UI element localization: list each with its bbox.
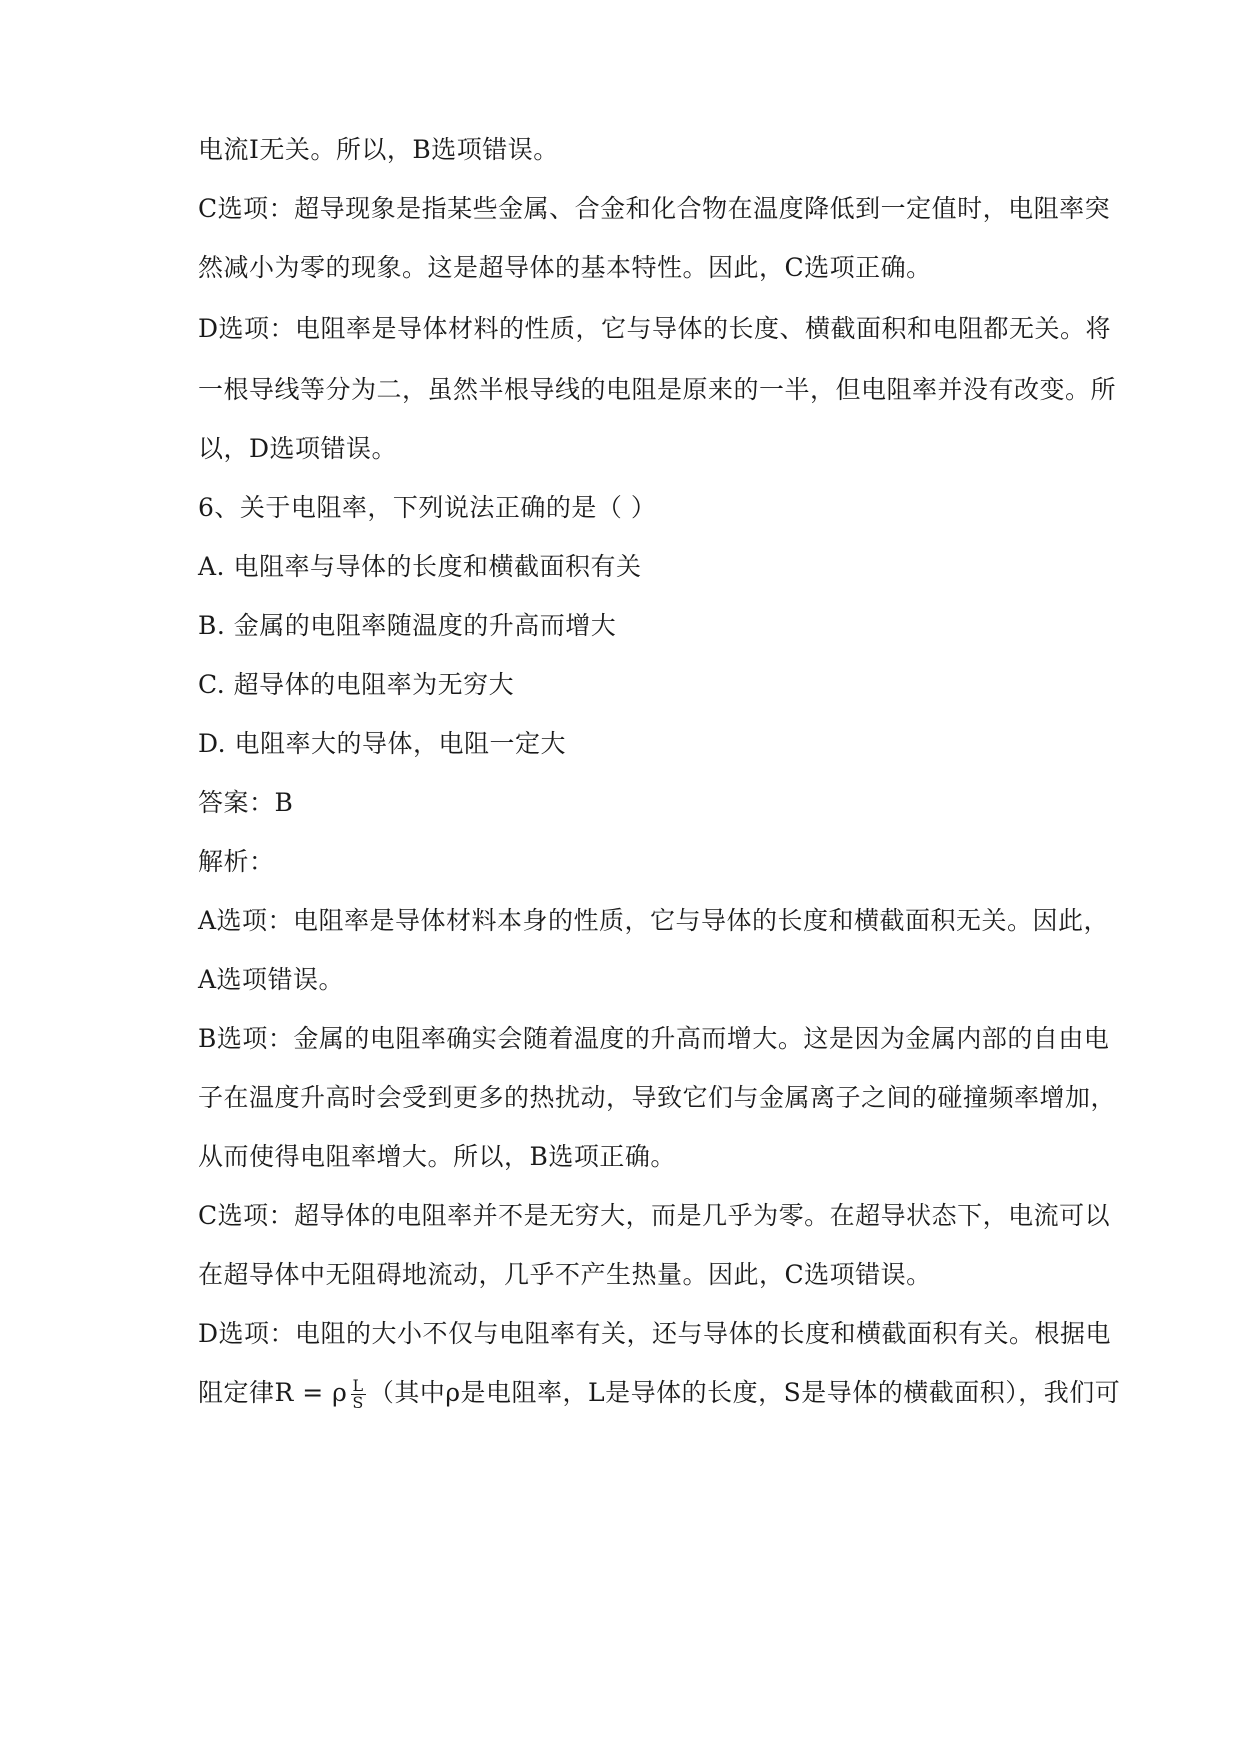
formula-line [198, 1377, 1120, 1411]
text-line: 从而使得电阻率增大。所以，B选项正确。 [198, 1142, 676, 1171]
text-line: C选项：超导体的电阻率并不是无穷大，而是几乎为零。在超导状态下，电流可以 [198, 1201, 1111, 1230]
formula-suffix: （其中ρ是电阻率，L是导体的长度，S是导体的横截面积），我们可 [368, 1378, 1121, 1407]
text-line: 电流I无关。所以，B选项错误。 [198, 135, 559, 164]
text-line: 子在温度升高时会受到更多的热扰动，导致它们与金属离子之间的碰撞频率增加， [198, 1083, 1117, 1112]
fraction-numerator: L [352, 1376, 364, 1395]
text-line: B选项：金属的电阻率确实会随着温度的升高而增大。这是因为金属内部的自由电 [198, 1024, 1110, 1053]
text-line: D选项：电阻的大小不仅与电阻率有关，还与导体的长度和横截面积有关。根据电 [198, 1319, 1112, 1348]
fraction-denominator: S [352, 1393, 364, 1412]
answer-line: 答案：B [198, 788, 294, 817]
text-line: 以，D选项错误。 [198, 434, 398, 463]
text-line: D选项：电阻率是导体材料的性质，它与导体的长度、横截面积和电阻都无关。将 [198, 314, 1112, 343]
text-line: 然减小为零的现象。这是超导体的基本特性。因此，C选项正确。 [198, 253, 932, 282]
text-line: A选项：电阻率是导体材料本身的性质，它与导体的长度和横截面积无关。因此， [198, 906, 1110, 935]
analysis-heading: 解析： [198, 847, 275, 876]
option-d: D. 电阻率大的导体，电阻一定大 [198, 729, 567, 758]
text-line: 一根导线等分为二，虽然半根导线的电阻是原来的一半，但电阻率并没有改变。所 [198, 375, 1117, 404]
text-line: A选项错误。 [198, 965, 345, 994]
option-c: C. 超导体的电阻率为无穷大 [198, 670, 515, 699]
question-title: 6、关于电阻率，下列说法正确的是（ ） [198, 493, 657, 522]
text-line: C选项：超导现象是指某些金属、合金和化合物在温度降低到一定值时，电阻率突 [198, 194, 1111, 223]
option-b: B. 金属的电阻率随温度的升高而增大 [198, 611, 617, 640]
option-a: A. 电阻率与导体的长度和横截面积有关 [198, 552, 642, 581]
fraction [350, 1378, 365, 1411]
formula-prefix: 阻定律R = ρ [198, 1378, 348, 1407]
text-line: 在超导体中无阻碍地流动，几乎不产生热量。因此，C选项错误。 [198, 1260, 932, 1289]
